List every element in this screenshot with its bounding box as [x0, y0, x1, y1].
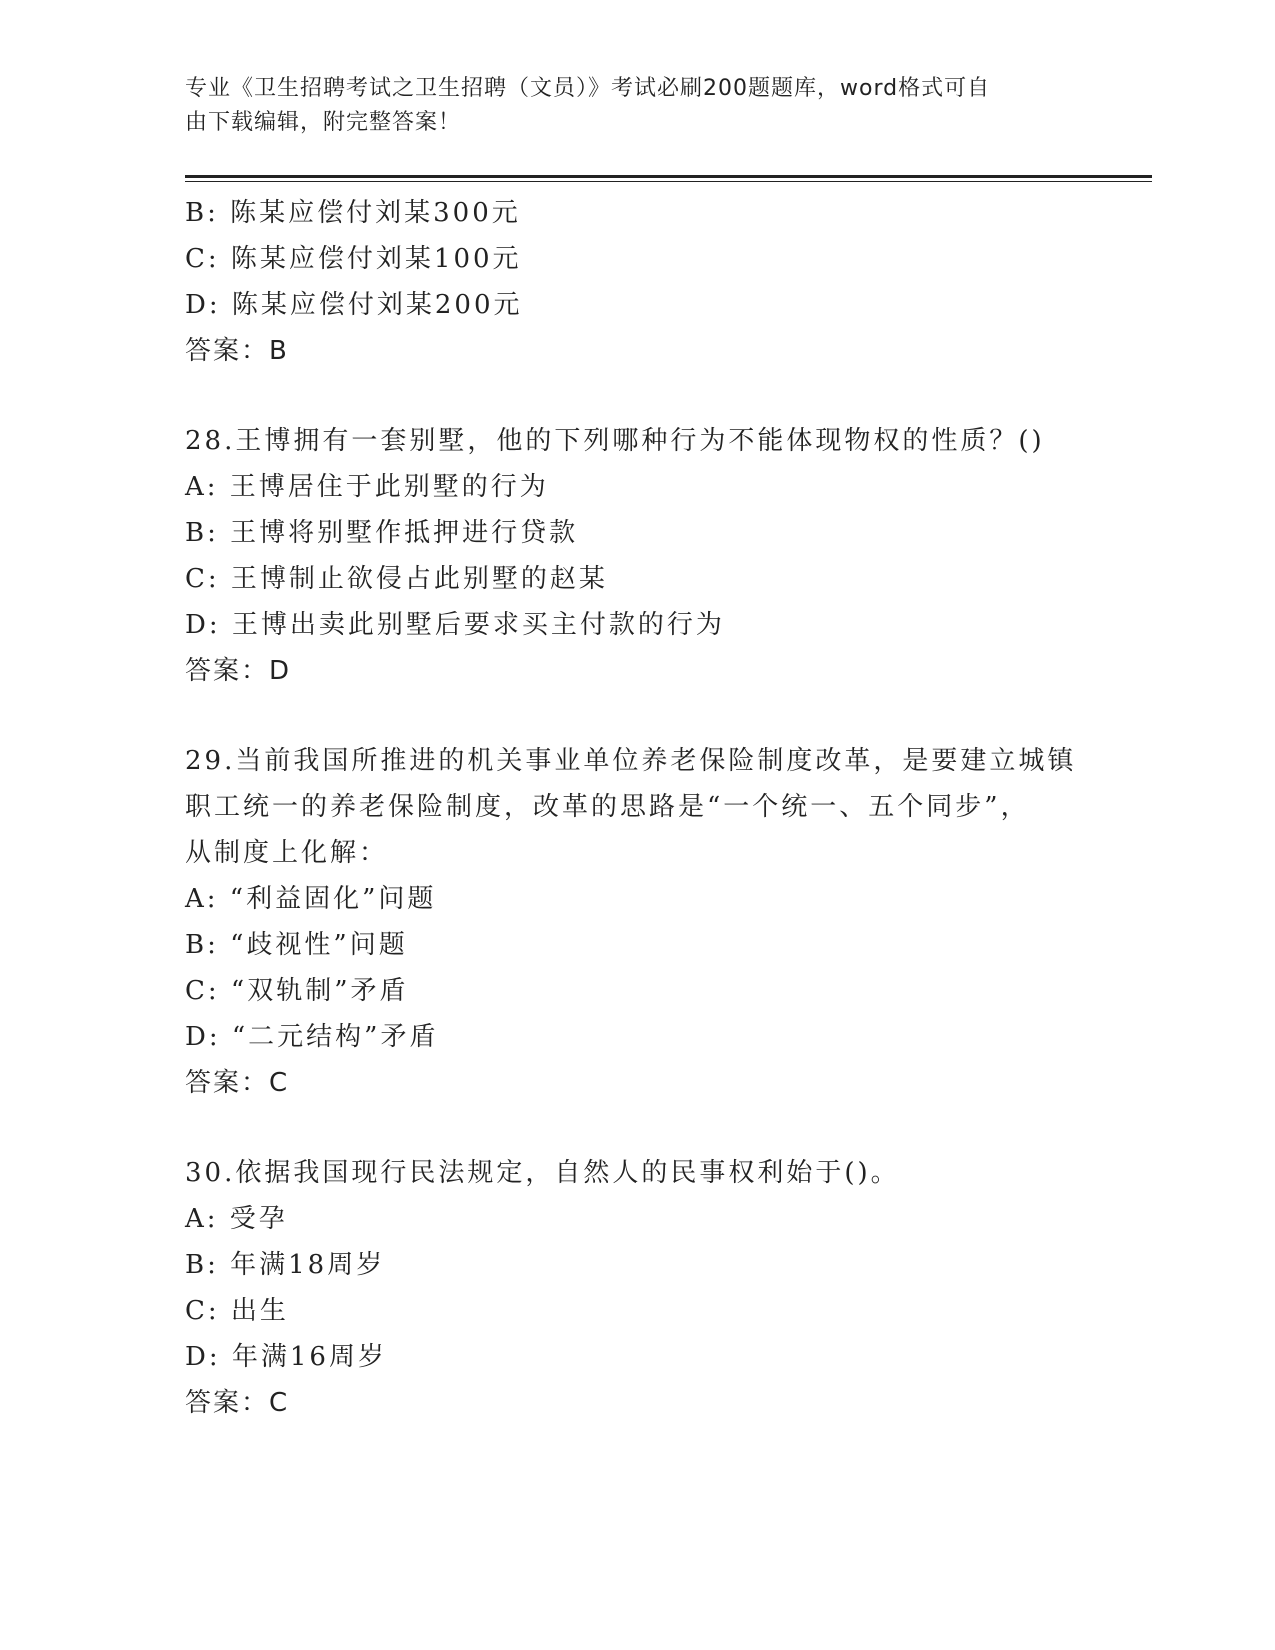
document-header: [185, 72, 1065, 140]
answer-label: 答案：C: [185, 1068, 290, 1098]
option-b: B: “歧视性”问题: [185, 930, 408, 960]
question-27-continuation: [185, 190, 1085, 374]
question-spacer: [185, 1106, 1085, 1150]
option-a: A: 王博居住于此别墅的行为: [185, 472, 549, 502]
option-d: D: 年满16周岁: [185, 1342, 387, 1372]
question-30: [185, 1150, 1085, 1426]
option-d: D: 王博出卖此别墅后要求买主付款的行为: [185, 610, 725, 640]
header-divider-thick: [185, 175, 1152, 178]
question-stem-line-1: 29.当前我国所推进的机关事业单位养老保险制度改革，是要建立城镇: [185, 746, 1077, 776]
question-stem: 28.王博拥有一套别墅，他的下列哪种行为不能体现物权的性质？(): [185, 426, 1045, 456]
question-29: [185, 738, 1085, 1106]
option-c: C: 王博制止欲侵占此别墅的赵某: [185, 564, 608, 594]
header-divider-thin: [185, 181, 1152, 182]
option-b: B: 陈某应偿付刘某300元: [185, 198, 521, 228]
option-c: C: “双轨制”矛盾: [185, 976, 409, 1006]
answer-label: 答案：C: [185, 1388, 290, 1418]
option-b: B: 王博将别墅作抵押进行贷款: [185, 518, 579, 548]
question-28: [185, 418, 1085, 694]
question-list: [185, 190, 1085, 1426]
question-spacer: [185, 374, 1085, 418]
option-b: B: 年满18周岁: [185, 1250, 386, 1280]
option-c: C: 出生: [185, 1296, 289, 1326]
question-stem: 30.依据我国现行民法规定，自然人的民事权利始于()。: [185, 1158, 900, 1188]
question-spacer: [185, 694, 1085, 738]
answer-label: 答案：B: [185, 336, 289, 366]
question-stem-line-2: 职工统一的养老保险制度，改革的思路是“一个统一、五个同步”，: [185, 792, 1030, 822]
option-a: A: 受孕: [185, 1204, 288, 1234]
question-stem-line-3: 从制度上化解：: [185, 838, 389, 868]
option-d: D: “二元结构”矛盾: [185, 1022, 439, 1052]
option-d: D: 陈某应偿付刘某200元: [185, 290, 523, 320]
option-c: C: 陈某应偿付刘某100元: [185, 244, 522, 274]
header-line-2: 由下载编辑，附完整答案！: [185, 110, 462, 135]
option-a: A: “利益固化”问题: [185, 884, 437, 914]
header-line-1: 专业《卫生招聘考试之卫生招聘（文员）》考试必刷200题题库，word格式可自: [185, 76, 991, 101]
answer-label: 答案：D: [185, 656, 292, 686]
